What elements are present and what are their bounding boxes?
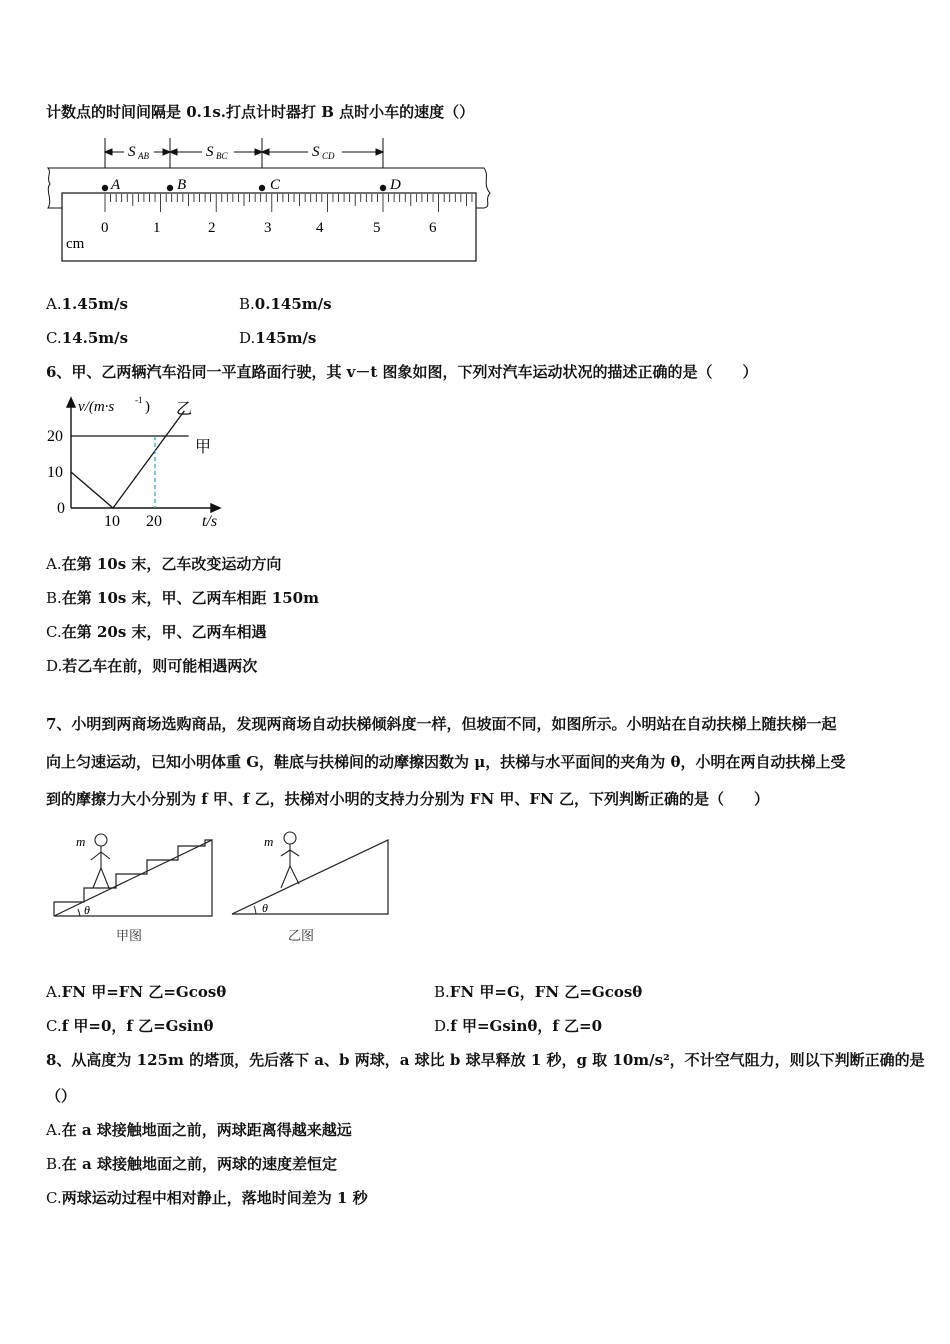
label-s-ab-sub: AB bbox=[138, 151, 149, 161]
ruler-number-6: 6 bbox=[429, 220, 437, 236]
q8-option-c[interactable]: C.两球运动过程中相对静止，落地时间差为 1 秒 bbox=[46, 1189, 368, 1207]
q6-option-b[interactable]: B.在第 10s 末，甲、乙两车相距 150m bbox=[46, 589, 319, 607]
q6-option-a[interactable]: A.在第 10s 末，乙车改变运动方向 bbox=[46, 555, 282, 573]
label-s-bc: S bbox=[206, 144, 214, 160]
q7-option-a[interactable]: A.FN 甲=FN 乙=Gcosθ bbox=[46, 983, 227, 1001]
q8-option-b[interactable]: B.在 a 球接触地面之前，两球的速度差恒定 bbox=[46, 1155, 337, 1173]
y-axis-label: v/(m·s bbox=[78, 399, 115, 415]
q5-option-c[interactable]: C.14.5m/s bbox=[46, 329, 129, 347]
y-tick-10: 10 bbox=[47, 464, 63, 481]
point-d: D bbox=[390, 177, 401, 193]
ruler-number-3: 3 bbox=[264, 220, 272, 236]
mass-label-left: m bbox=[76, 834, 86, 849]
ruler-number-4: 4 bbox=[316, 220, 324, 236]
q8-option-a[interactable]: A.在 a 球接触地面之前，两球距离得越来越远 bbox=[46, 1121, 352, 1139]
q6-vt-chart bbox=[40, 392, 240, 537]
series-label-yi: 乙 bbox=[176, 401, 193, 418]
x-tick-20: 20 bbox=[146, 513, 162, 530]
y-tick-20: 20 bbox=[47, 428, 63, 445]
x-tick-10: 10 bbox=[104, 513, 120, 530]
series-label-jia: 甲 bbox=[195, 439, 212, 456]
q7-option-c[interactable]: C.f 甲=0，f 乙=Gsinθ bbox=[46, 1017, 214, 1035]
point-c: C bbox=[270, 177, 281, 193]
stick-figure-right bbox=[281, 832, 299, 888]
ruler-number-1: 1 bbox=[153, 220, 161, 236]
ruler-number-5: 5 bbox=[373, 220, 381, 236]
y-axis-label-close: ) bbox=[145, 399, 150, 415]
point-a: A bbox=[111, 177, 121, 193]
stepped-escalator bbox=[54, 840, 212, 916]
series-line-yi bbox=[71, 411, 184, 508]
q7-option-b[interactable]: B.FN 甲=G，FN 乙=Gcosθ bbox=[434, 983, 643, 1001]
q8-stem-line-1: 8、从高度为 125m 的塔顶，先后落下 a、b 两球，a 球比 b 球早释放 1 秒，g 取 10m/s²，不计空气阻力，则以下判断正确的是 bbox=[46, 1051, 925, 1069]
label-s-bc-sub: BC bbox=[216, 151, 228, 161]
angle-label-right: θ bbox=[262, 901, 268, 915]
caption-left: 甲图 bbox=[116, 928, 143, 943]
ruler-number-2: 2 bbox=[208, 220, 216, 236]
q7-stem-line-1: 7、小明到两商场选购商品，发现两商场自动扶梯倾斜度一样，但坡面不同，如图所示。小明站在自动扶梯上随扶梯一起 bbox=[46, 715, 837, 733]
label-s-ab: S bbox=[128, 144, 136, 160]
q6-option-c[interactable]: C.在第 20s 末，甲、乙两车相遇 bbox=[46, 623, 267, 641]
y-tick-0: 0 bbox=[57, 500, 65, 517]
q5-option-a[interactable]: A.1.45m/s bbox=[46, 295, 128, 313]
x-axis-label: t/s bbox=[202, 513, 218, 530]
q5-ruler-figure bbox=[44, 132, 494, 264]
q6-stem: 6、甲、乙两辆汽车沿同一平直路面行驶，其 v－t 图象如图，下列对汽车运动状况的描述正确的是（ ） bbox=[46, 363, 758, 381]
q5-option-d[interactable]: D.145m/s bbox=[239, 329, 317, 347]
slope-escalator bbox=[232, 840, 388, 914]
q8-stem-line-2: （） bbox=[46, 1087, 77, 1105]
q5-option-b[interactable]: B.0.145m/s bbox=[239, 295, 332, 313]
label-s-cd-sub: CD bbox=[322, 151, 335, 161]
q7-option-d[interactable]: D.f 甲=Gsinθ，f 乙=0 bbox=[434, 1017, 603, 1035]
caption-right: 乙图 bbox=[288, 928, 315, 943]
q5-stem: 计数点的时间间隔是 0.1s.打点计时器打 B 点时小车的速度（） bbox=[46, 103, 475, 121]
label-s-cd: S bbox=[312, 144, 320, 160]
angle-label-left: θ bbox=[84, 903, 90, 917]
q7-stem-line-3: 到的摩擦力大小分别为 f 甲、f 乙，扶梯对小明的支持力分别为 FN 甲、FN 乙，下列判断正确的是（ ） bbox=[46, 790, 769, 808]
mass-label-right: m bbox=[264, 834, 274, 849]
q7-stem-line-2: 向上匀速运动，已知小明体重 G，鞋底与扶梯间的动摩擦因数为 μ，扶梯与水平面间的夹角为 θ，小明在两自动扶梯上受 bbox=[46, 753, 846, 771]
q7-escalator-figure bbox=[50, 826, 400, 952]
stick-figure-left bbox=[91, 834, 110, 888]
ruler-number-0: 0 bbox=[101, 220, 109, 236]
point-b: B bbox=[177, 177, 187, 193]
y-axis-label-exp: -1 bbox=[135, 395, 143, 405]
q6-option-d[interactable]: D.若乙车在前，则可能相遇两次 bbox=[46, 657, 258, 675]
ruler-unit: cm bbox=[66, 236, 85, 252]
